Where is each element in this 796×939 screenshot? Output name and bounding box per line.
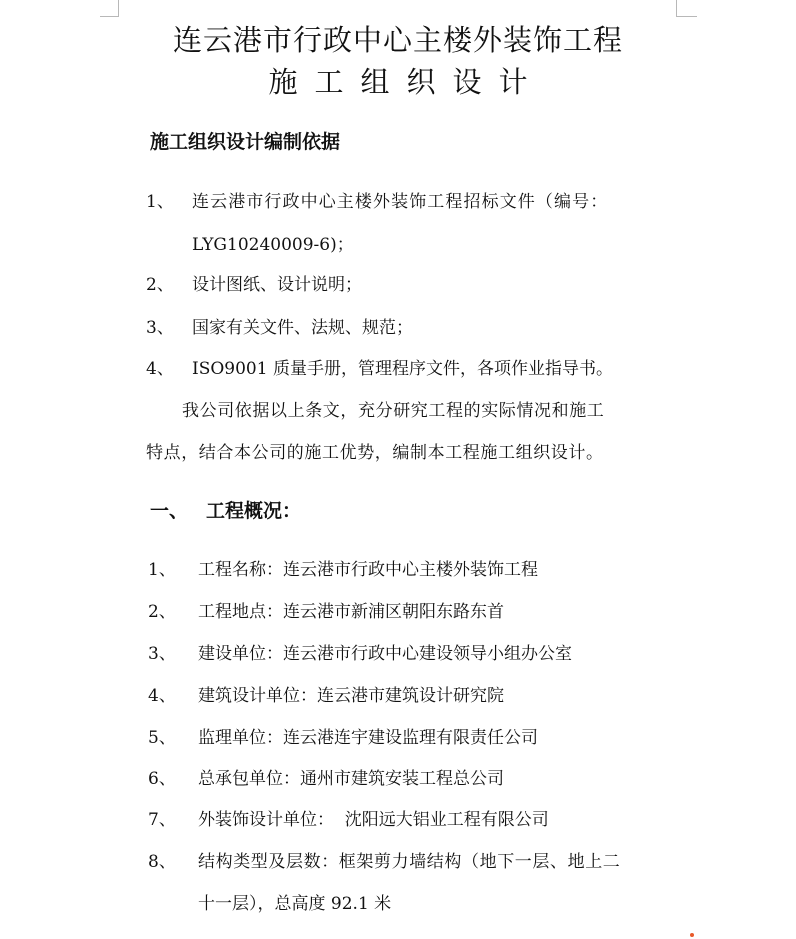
overview-item-number: 8、 (148, 852, 176, 872)
basis-item-continuation: LYG10240009-6)； (192, 235, 354, 255)
basis-item-number: 1、 (146, 192, 174, 212)
page-corner-mark-right (676, 0, 697, 17)
basis-item-number: 2、 (146, 275, 174, 295)
overview-item-text: 监理单位：连云港连宇建设监理有限责任公司 (198, 728, 538, 748)
overview-item-number: 3、 (148, 644, 176, 664)
basis-heading: 施工组织设计编制依据 (150, 131, 341, 153)
document-title: 连云港市行政中心主楼外装饰工程 (172, 23, 623, 57)
overview-item-number: 1、 (148, 560, 176, 580)
overview-item-number: 2、 (148, 602, 176, 622)
overview-item-text: 总承包单位：通州市建筑安装工程总公司 (198, 769, 504, 789)
overview-item-text: 外装饰设计单位： 沈阳远大铝业工程有限公司 (198, 810, 549, 830)
section-title: 工程概况： (206, 500, 302, 522)
page-corner-mark-left (100, 0, 119, 17)
overview-item-text: 建设单位：连云港市行政中心建设领导小组办公室 (198, 644, 572, 664)
basis-item-number: 4、 (146, 359, 174, 379)
overview-item-number: 5、 (148, 728, 176, 748)
basis-item-text: 设计图纸、设计说明； (192, 275, 362, 295)
document-subtitle: 施工组织设计 (268, 65, 545, 99)
page-marker-dot (690, 933, 694, 937)
basis-item-number: 3、 (146, 318, 174, 338)
overview-item-text: 结构类型及层数：框架剪力墙结构（地下一层、地上二 (198, 852, 621, 872)
basis-item-text: 国家有关文件、法规、规范； (192, 318, 413, 338)
overview-item-number: 6、 (148, 769, 176, 789)
overview-item-text: 工程地点：连云港市新浦区朝阳东路东首 (198, 602, 504, 622)
overview-item-number: 7、 (148, 810, 176, 830)
basis-paragraph-line: 特点，结合本公司的施工优势，编制本工程施工组织设计。 (146, 443, 604, 463)
basis-item-text: 连云港市行政中心主楼外装饰工程招标文件（编号： (192, 192, 609, 212)
overview-item-text: 建筑设计单位：连云港市建筑设计研究院 (198, 686, 504, 706)
overview-item-number: 4、 (148, 686, 176, 706)
overview-item-text: 工程名称：连云港市行政中心主楼外装饰工程 (198, 560, 538, 580)
basis-paragraph-line: 我公司依据以上条文，充分研究工程的实际情况和施工 (182, 401, 605, 421)
overview-item-continuation: 十一层），总高度 92.1 米 (198, 894, 392, 914)
basis-item-text: ISO9001 质量手册，管理程序文件，各项作业指导书。 (192, 359, 613, 379)
section-number: 一、 (150, 500, 189, 522)
